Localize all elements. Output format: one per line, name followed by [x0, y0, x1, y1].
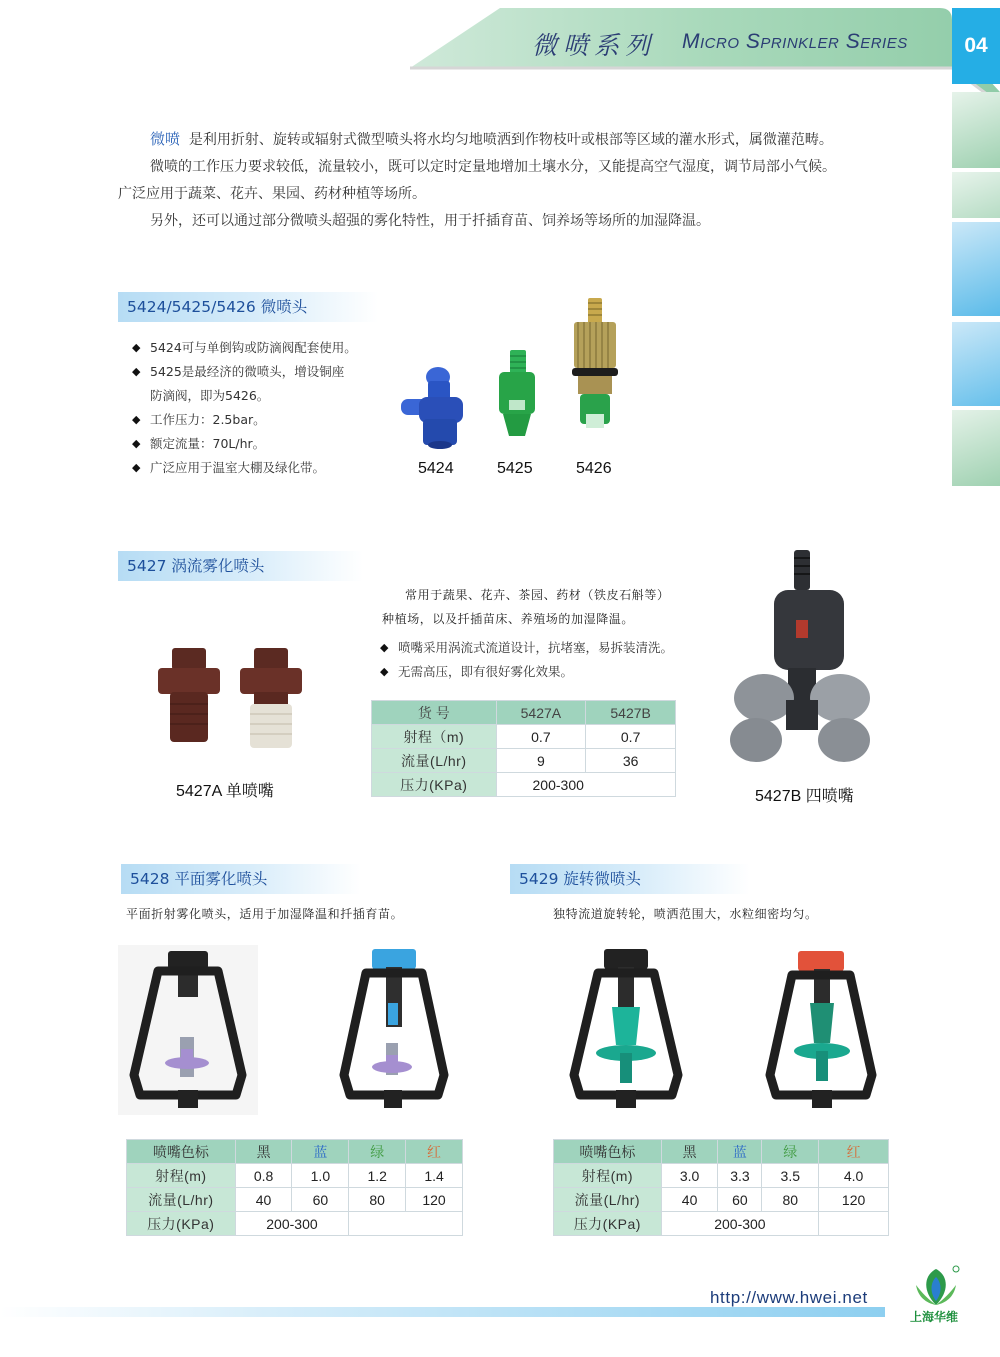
product-image-5427a-brown — [158, 648, 220, 748]
table-row — [127, 1188, 463, 1212]
table-row — [127, 1164, 463, 1188]
row-label: 压力(KPa) — [372, 773, 497, 797]
product-image-5425 — [495, 350, 540, 440]
row-label: 流量(L/hr) — [127, 1188, 236, 1212]
table-cell — [349, 1212, 463, 1236]
product-label-5427a: 5427A 单喷嘴 — [176, 783, 274, 800]
table-cell: 4.0 — [819, 1164, 889, 1188]
company-logo-text: 上海华维 — [910, 1310, 959, 1324]
bullet-item: ◆ 额定流量：70L/hr。 — [132, 432, 357, 456]
table-header-cell: 红 — [819, 1140, 889, 1164]
product-image-5427a-white — [240, 648, 302, 752]
table-header-cell: 黑 — [661, 1140, 718, 1164]
product-label-5425: 5425 — [497, 460, 533, 477]
bullet-list-5424 — [132, 336, 357, 480]
intro-p2b: 广泛应用于蔬菜、花卉、果园、药材种植等场所。 — [118, 186, 426, 202]
table-row — [554, 1164, 889, 1188]
product-image-5429-black — [560, 945, 695, 1115]
table-cell: 60 — [718, 1188, 762, 1212]
table-cell: 40 — [661, 1188, 718, 1212]
table-cell: 9 — [496, 749, 586, 773]
product-image-5429-red — [758, 945, 888, 1115]
desc-5428: 平面折射雾化喷头，适用于加湿降温和扦插育苗。 — [126, 907, 404, 921]
edge-tab-green-1 — [952, 92, 1000, 168]
bullet-item-continued: 防滴阀，即为5426。 — [150, 388, 270, 403]
row-label: 压力(KPa) — [127, 1212, 236, 1236]
table-cell: 3.3 — [718, 1164, 762, 1188]
table-row — [127, 1212, 463, 1236]
table-row — [554, 1212, 889, 1236]
edge-tab-green-3 — [952, 410, 1000, 486]
table-header-row — [554, 1140, 889, 1164]
section-title-5429: 5429 旋转微喷头 — [510, 864, 750, 894]
row-label: 流量(L/hr) — [554, 1188, 662, 1212]
table-cell: 200-300 — [235, 1212, 349, 1236]
table-row — [372, 773, 676, 797]
intro-p2a: 微喷的工作压力要求较低，流量较小，既可以定时定量地增加土壤水分，又能提高空气湿度，调节局部小气候。 — [150, 159, 836, 175]
table-cell: 1.2 — [349, 1164, 406, 1188]
table-header-cell: 喷嘴色标 — [127, 1140, 236, 1164]
table-row — [372, 749, 676, 773]
footer-bar — [0, 1307, 885, 1317]
product-image-5424 — [395, 355, 480, 450]
table-cell: 3.5 — [762, 1164, 819, 1188]
page-number: 04 — [952, 8, 1000, 84]
table-cell: 120 — [819, 1188, 889, 1212]
table-row — [554, 1188, 889, 1212]
table-cell: 80 — [349, 1188, 406, 1212]
section-title-5424: 5424/5425/5426 微喷头 — [118, 292, 378, 322]
bullet-item: ◆ 无需高压，即有很好雾化效果。 — [380, 660, 673, 684]
desc-5427-line1: 常用于蔬果、花卉、茶园、药材（铁皮石斛等） — [405, 588, 670, 602]
table-cell: 0.7 — [496, 725, 586, 749]
table-cell: 0.7 — [586, 725, 676, 749]
table-header-cell: 绿 — [349, 1140, 406, 1164]
section-title-5428: 5428 平面雾化喷头 — [121, 864, 361, 894]
table-header-cell: 蓝 — [718, 1140, 762, 1164]
intro-keyword: 微喷 — [150, 130, 181, 148]
header-banner — [0, 0, 1000, 110]
table-header-cell: 蓝 — [292, 1140, 349, 1164]
bullet-item: ◆ 喷嘴采用涡流式流道设计，抗堵塞，易拆装清洗。 — [380, 636, 673, 660]
table-header-cell: 红 — [406, 1140, 463, 1164]
spec-table-5429 — [553, 1139, 889, 1236]
company-logo-icon — [912, 1265, 960, 1309]
table-cell: 80 — [762, 1188, 819, 1212]
product-image-5428-black — [118, 945, 258, 1115]
product-label-5427b: 5427B 四喷嘴 — [755, 788, 854, 805]
table-cell: 0.8 — [235, 1164, 292, 1188]
bullet-item: ◆ 广泛应用于温室大棚及绿化带。 — [132, 456, 357, 480]
footer-url-link[interactable]: http://www.hwei.net — [710, 1288, 868, 1307]
table-cell: 200-300 — [496, 773, 675, 797]
product-image-5428-blue — [330, 945, 460, 1115]
table-header-cell: 5427B — [586, 701, 676, 725]
table-cell: 40 — [235, 1188, 292, 1212]
product-image-5427b — [728, 550, 878, 770]
table-cell: 200-300 — [661, 1212, 819, 1236]
row-label: 射程(m) — [127, 1164, 236, 1188]
intro-text — [118, 126, 898, 235]
bullet-item: ◆ 5424可与单倒钩或防滴阀配套使用。 — [132, 336, 357, 360]
table-cell — [819, 1212, 889, 1236]
header-title-cn: 微喷系列 — [532, 31, 657, 60]
table-header-cell: 黑 — [235, 1140, 292, 1164]
table-header-cell: 货 号 — [372, 701, 497, 725]
table-header-row — [372, 701, 676, 725]
row-label: 射程(m) — [554, 1164, 662, 1188]
table-cell: 120 — [406, 1188, 463, 1212]
table-header-cell: 喷嘴色标 — [554, 1140, 662, 1164]
bullet-item: ◆ 工作压力：2.5bar。 — [132, 408, 357, 432]
row-label: 射程（m) — [372, 725, 497, 749]
row-label: 压力(KPa) — [554, 1212, 662, 1236]
table-cell: 36 — [586, 749, 676, 773]
product-label-5426: 5426 — [576, 460, 612, 477]
spec-table-5428 — [126, 1139, 463, 1236]
row-label: 流量(L/hr) — [372, 749, 497, 773]
bullet-list-5427 — [380, 636, 673, 684]
desc-5427-line2: 种植场，以及扦插苗床、养殖场的加湿降温。 — [382, 612, 635, 626]
intro-p3: 另外，还可以通过部分微喷头超强的雾化特性，用于扦插育苗、饲养场等场所的加湿降温。 — [150, 213, 710, 229]
table-header-cell: 绿 — [762, 1140, 819, 1164]
table-cell: 1.4 — [406, 1164, 463, 1188]
bullet-item: ◆ 5425是最经济的微喷头，增设铜座 — [132, 360, 357, 384]
section-title-5427: 5427 涡流雾化喷头 — [118, 551, 363, 581]
table-cell: 3.0 — [661, 1164, 718, 1188]
table-cell: 1.0 — [292, 1164, 349, 1188]
edge-tab-blue-1 — [952, 222, 1000, 316]
product-label-5424: 5424 — [418, 460, 454, 477]
intro-p1: 是利用折射、旋转或辐射式微型喷头将水均匀地喷洒到作物枝叶或根部等区域的灌水形式，属微灌范畴。 — [188, 132, 833, 148]
edge-tab-green-2 — [952, 172, 1000, 218]
spec-table-5427 — [371, 700, 676, 797]
header-title-en: Micro Sprinkler Series — [682, 30, 908, 53]
desc-5429: 独特流道旋转轮，喷洒范围大，水粒细密均匀。 — [553, 907, 818, 921]
table-header-cell: 5427A — [496, 701, 586, 725]
table-cell: 60 — [292, 1188, 349, 1212]
edge-tab-blue-2 — [952, 322, 1000, 406]
table-header-row — [127, 1140, 463, 1164]
table-row — [372, 725, 676, 749]
product-image-5426 — [568, 298, 623, 438]
